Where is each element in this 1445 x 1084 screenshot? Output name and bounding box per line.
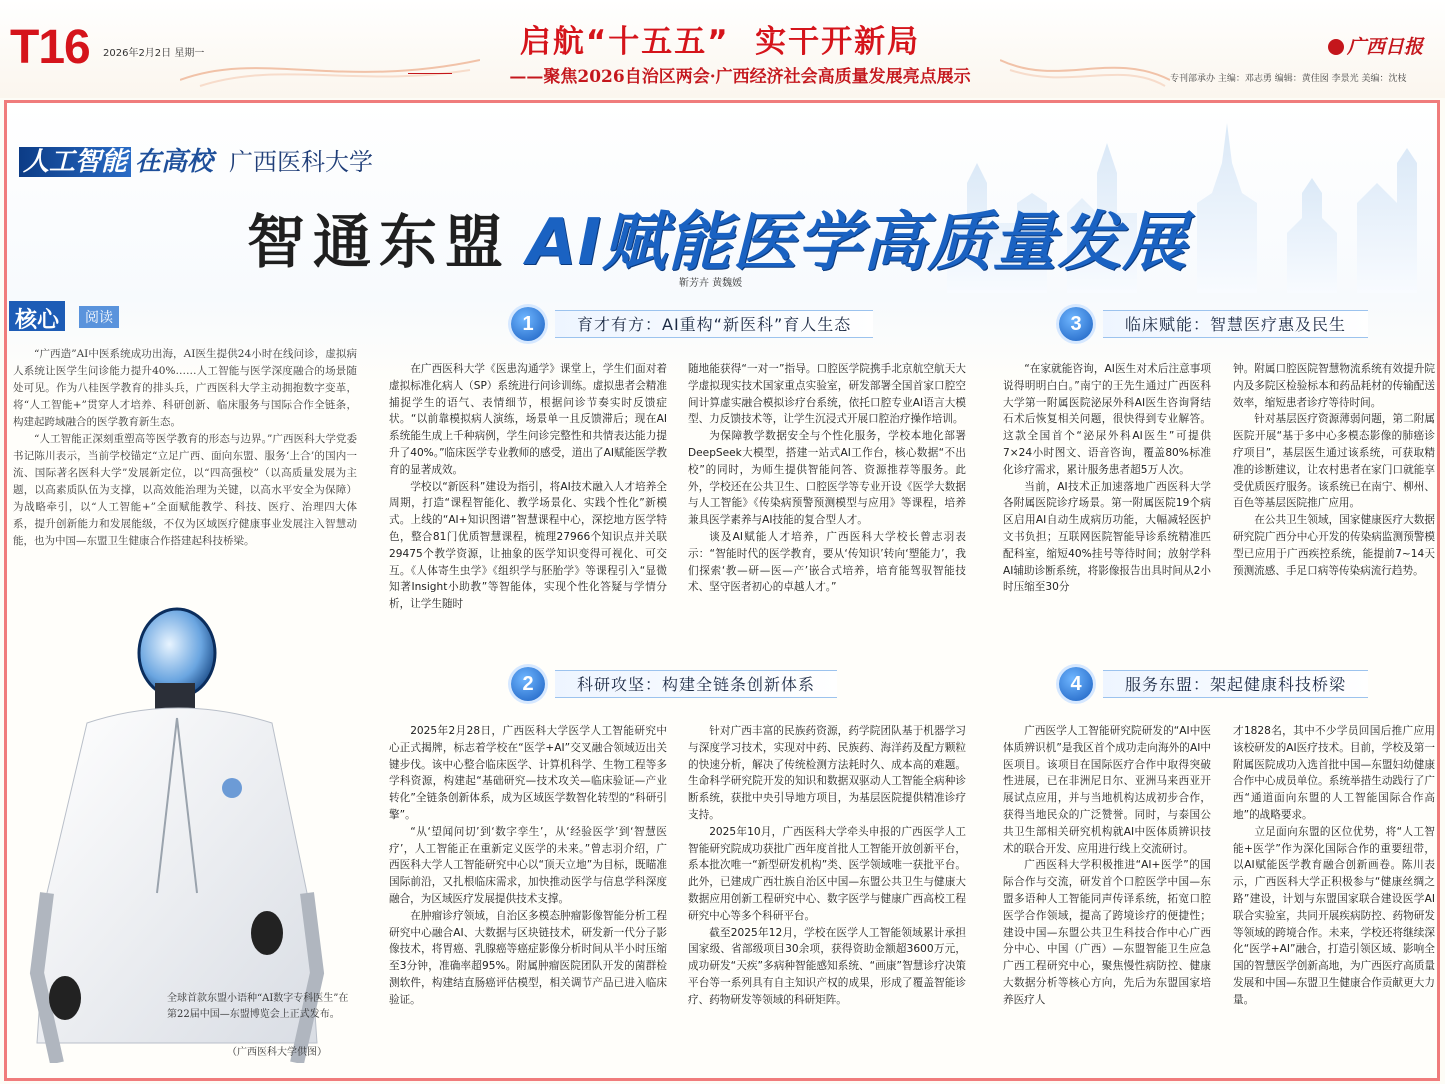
article-frame [4,100,1440,1081]
section-4-column-1 [1003,723,1211,1075]
headline-right: AI赋能医学高质量发展 [527,206,1188,280]
title-banner [7,103,1437,383]
brand-name: 广西日报 [1347,36,1424,58]
section-paragraph: 学校以“新医科”建设为指引，将AI技术融入人才培养全周期，打造“课程智能化、教学场景化、实践个性化”新模式。上线的“AI+知识图谱”智慧课程中心，深挖地方医学特色，整合81门优质智慧课程，梳理27966个知识点并关联29475个教学资源，让抽象的医学知识变得可视化、可交互。《人体寄生虫学》《组织学与胚胎学》等课程引入“显微知著Insight小助教”等智能体，实现个性化答疑与学情分析，让学生随时 [389,480,667,611]
section-paragraph: 在公共卫生领域，国家健康医疗大数据研究院广西分中心开发的传染病监测预警模型已应用于广西疾控系统，能提前7~14天预测流感、手足口病等传染病流行趋势。 [1233,514,1435,577]
page-header [0,0,1445,98]
header-subtitle: ——聚焦2026自治区两会·广西经济社会高质量发展亮点展示 [380,62,1100,87]
section-paragraph: 谈及AI赋能人才培养，广西医科大学校长曾志羽表示：“智能时代的医学教育，要从‘传知识’转向‘塑能力’，我们探索‘教—研—医—产’嵌合式培养，培育能驾驭智能技术、坚守医者初心的卓越人才。” [688,530,966,594]
section-paragraph: 2025年10月，广西医科大学牵头申报的广西医学人工智能研究院成功获批广西年度首批人工智能开放创新平台，系本批次唯一“新型研发机构”类、医学领域唯一获批平台。此外，已建成广西壮族自治区中国—东盟公共卫生与健康大数据应用创新工程研究中心、数字医学与健康广西高校工程研究中心等多个科研平台。 [688,825,966,922]
column-badge: 人工智能 [19,147,131,177]
section-paragraph: 广西医学人工智能研究院研发的“AI中医体质辨识机”是我区首个成功走向海外的AI中医项目。该项目在国际医疗合作中取得突破性进展，已在非洲尼日尔、亚洲马来西亚开展试点应用，并与当地机构达成初步合作，获得当地民众的广泛赞誉。同时，与泰国公共卫生部相关研究机构就AI中医体质辨识技术的联合开发、应用进行线上交流研讨。 [1003,725,1211,855]
section-paragraph: 2025年2月28日，广西医科大学医学人工智能研究中心正式揭牌，标志着学校在“医学+AI”交叉融合领域迈出关键步伐。该中心整合临床医学、计算机科学、生物工程等多学科资源，构建起“基础研究—技术攻关—临床验证—产业转化”全链条创新体系，成为区域医学数智化转型的“科研引擎”。 [389,725,667,821]
core-paragraph: “人工智能正深刻重塑高等医学教育的形态与边界。”广西医科大学党委书记陈川表示，当前学校锚定“立足广西、面向东盟、服务‘上合’的国内一流、国际著名医科大学”发展新定位，以“四高强校”（以高质量发展为主题，以高素质队伍为支撑，以高效能治理为关键，以高水平安全为保障）为战略牵引，以“人工智能+”全面赋能教学、科技、医疗、治理四大体系，提升创新能力和发展能级，不仅为区域医疗健康事业发展注入智慧动能，也为中国—东盟卫生健康合作搭建起科技桥梁。 [13,433,357,547]
section-1-head [511,307,931,341]
newspaper-logo [1328,32,1423,59]
logo-icon [1328,39,1344,55]
section-number: 2 [511,667,545,701]
section-title: 服务东盟：架起健康科技桥梁 [1103,670,1368,698]
section-3-head [1059,307,1419,341]
photo-caption: 全球首款东盟小语种“AI数字专科医生”在第22届中国—东盟博览会上正式发布。 [167,993,349,1020]
section-4-column-2 [1233,723,1435,1075]
section-number: 4 [1059,667,1093,701]
column-badge-tail: 在高校 [135,147,214,177]
core-reading-text [13,346,357,550]
issue-date: 2026年2月2日 星期一 [103,48,205,59]
column-tag [19,141,373,178]
section-paragraph: 才1828名，其中不少学员回国后推广应用该校研发的AI医疗技术。目前，学校及第一附属医院成功入选首批中国—东盟妇幼健康合作中心成员单位。系统举措生动践行了广西“通道面向东盟的人工智能国际合作高地”的战略要求。 [1233,725,1435,821]
section-1-column-1 [389,361,667,681]
section-paragraph: 广西医科大学积极推进“AI+医学”的国际合作与交流，研发首个口腔医学中国—东盟多语种人工智能同声传译系统，拓宽口腔医学合作领域，提高了跨境诊疗的便捷性；建设中国—东盟公共卫生科技合作中心广西分中心、中国（广西）—东盟智能卫生应急广西工程研究中心，聚焦慢性病防控、健康大数据分析等核心方向，先后为东盟国家培养医疗人 [1003,859,1211,1006]
section-3-column-2 [1233,361,1435,651]
byline: 靳芳卉 黄魏媛 [679,278,743,289]
section-2-head [511,667,931,701]
section-paragraph: “从‘望闻问切’到‘数字孪生’，从‘经验医学’到‘智慧医疗’，人工智能正在重新定义医学的未来。”曾志羽介绍，广西医科大学人工智能研究中心以“顶天立地”为目标，既瞄准国际前沿，又扎根临床需求，加快推动医学与信息学科深度融合，为区域医疗发展提供技术支撑。 [389,825,667,905]
header-title: 启航“十五五” 实干开新局 [519,24,921,60]
section-paragraph: 为保障教学数据安全与个性化服务，学校本地化部署DeepSeek大模型，搭建一站式AI工作台，核心数据“不出校”的同时，为师生提供智能问答、资源推荐等服务。此外，学校还在公共卫生、口腔医学等专业开设《医学大数据与人工智能》《传染病预警预测模型与应用》等课程，培养兼具医学素养与AI技能的复合型人才。 [688,430,966,527]
section-paragraph: 针对基层医疗资源薄弱问题，第二附属医院开展“基于多中心多模态影像的肺癌诊疗项目”，基层医生通过该系统，可获取精准的诊断建议，让农村患者在家门口就能享受优质医疗服务。该系统已在南宁、柳州、百色等基层医院推广应用。 [1233,413,1435,510]
core-reading-sublabel: 阅读 [79,306,119,328]
section-paragraph: 立足面向东盟的区位优势，将“人工智能+医学”作为深化国际合作的重要纽带，以AI赋能医学教育融合创新画卷。陈川表示，广西医科大学正积极参与“健康丝绸之路”建设，计划与东盟国家联合建设医学AI联合实验室，共同开展疾病防控、药物研发等领域的跨境合作。未来，学校还将继续深化“医学+AI”融合，打造引领区域、影响全国的智慧医学创新高地，为广西医疗高质量发展和中国—东盟卫生健康合作贡献更大力量。 [1233,825,1435,1006]
page-number: T16 [10,21,90,74]
section-paragraph: 随地能获得“一对一”指导。口腔医学院携手北京航空航天大学虚拟现实技术国家重点实验室，研发部署全国首家口腔空间计算虚实融合模拟诊疗台系统，依托口腔专业AI语言大模型、力反馈技术等，让学生沉浸式开展口腔治疗操作培训。 [688,363,966,426]
section-2-column-1 [389,723,667,1075]
section-number: 3 [1059,307,1093,341]
section-paragraph: 在肿瘤诊疗领域，自治区多模态肿瘤影像智能分析工程研究中心融合AI、大数据与区块链技术，研发新一代分子影像技术，将胃癌、乳腺癌等癌症影像分析时间从半小时压缩至3分钟，准确率超95%。附属肿瘤医院团队开发的菌群检测软件，构建结直肠癌评估模型，相关调节产品已进入临床验证。 [389,909,667,1006]
section-title: 育才有方：AI重构“新医科”育人生态 [555,310,873,338]
section-2-column-2 [688,723,966,1075]
core-reading-label: 核心 [9,301,65,331]
section-title: 临床赋能：智慧医疗惠及民生 [1103,310,1368,338]
editor-credits: 专刊部承办 主编：邓志勇 编辑：黄佳囡 李景光 美编：沈枝 [1170,74,1407,84]
section-4-head [1059,667,1419,701]
section-paragraph: 当前，AI技术正加速落地广西医科大学各附属医院诊疗场景。第一附属医院19个病区启用AI自动生成病历功能，大幅减轻医护文书负担；互联网医院智能导诊系统精准匹配科室，缩短40%挂号等待时间；放射学科AI辅助诊断系统，将影像报告出具时间从2小时压缩至30分 [1003,480,1211,594]
headline-left: 智通东盟 [247,208,512,276]
section-title: 科研攻坚：构建全链条创新体系 [555,670,837,698]
section-paragraph: 截至2025年12月，学校在医学人工智能领域累计承担国家级、省部级项目30余项，获得资助金额超3600万元，成功研发“天疾”多病种智能感知系统、“画康”智慧诊疗决策平台等一系列具有自主知识产权的成果，形成了覆盖智能诊疗、药物研发等领域的科研矩阵。 [688,926,966,1006]
core-paragraph: “广西造”AI中医系统成功出海，AI医生提供24小时在线问诊，虚拟病人系统让医学生问诊能力提升40%……人工智能与医学深度融合的场景随处可见。作为八桂医学教育的排头兵，广西医科大学主动拥抱数字变革，将“人工智能+”贯穿人才培养、科研创新、临床服务与国际合作全链条，构建起跨域融合的医学教育新生态。 [13,348,357,428]
section-paragraph: “在家就能咨询，AI医生对术后注意事项说得明明白白。”南宁的王先生通过广西医科大学第一附属医院泌尿外科AI医生咨询肾结石术后恢复相关问题，很快得到专业解答。这款全国首个“泌尿外科AI医生”可提供7×24小时图文、语音咨询，覆盖80%标准化诊疗需求，累计服务患者超5万人次。 [1003,363,1211,476]
section-paragraph: 针对广西丰富的民族药资源，药学院团队基于机器学习与深度学习技术，实现对中药、民族药、海洋药及配方颗粒的快速分析，解决了传统检测方法耗时久、成本高的难题。生命科学研究院开发的知识和数据双驱动人工智能全病种诊断系统，获批中央引导地方项目，为基层医院提供精准诊疗支持。 [688,725,966,821]
section-number: 1 [511,307,545,341]
section-paragraph: 钟。附属口腔医院智慧物流系统有效提升院内及多院区检验标本和药品耗材的传输配送效率，缩短患者诊疗等待时间。 [1233,363,1435,409]
section-paragraph: 在广西医科大学《医患沟通学》课堂上，学生们面对着虚拟标准化病人（SP）系统进行问诊训练。虚拟患者会精准捕捉学生的语气、表情细节，根据问诊节奏实时反馈症状。“以前靠模拟病人演练，场景单一且反馈滞后；现在AI系统能生成上千种病例，学生问诊完整性和共情表达能力提升了40%。”临床医学专业教师的感受，道出了AI赋能医学教育的显著成效。 [389,363,667,476]
school-name: 广西医科大学 [229,148,374,176]
core-reading-badge [9,301,137,331]
section-3-column-1 [1003,361,1211,651]
section-1-column-2 [688,361,966,681]
photo-credit: （广西医科大学供图） [227,1047,327,1058]
